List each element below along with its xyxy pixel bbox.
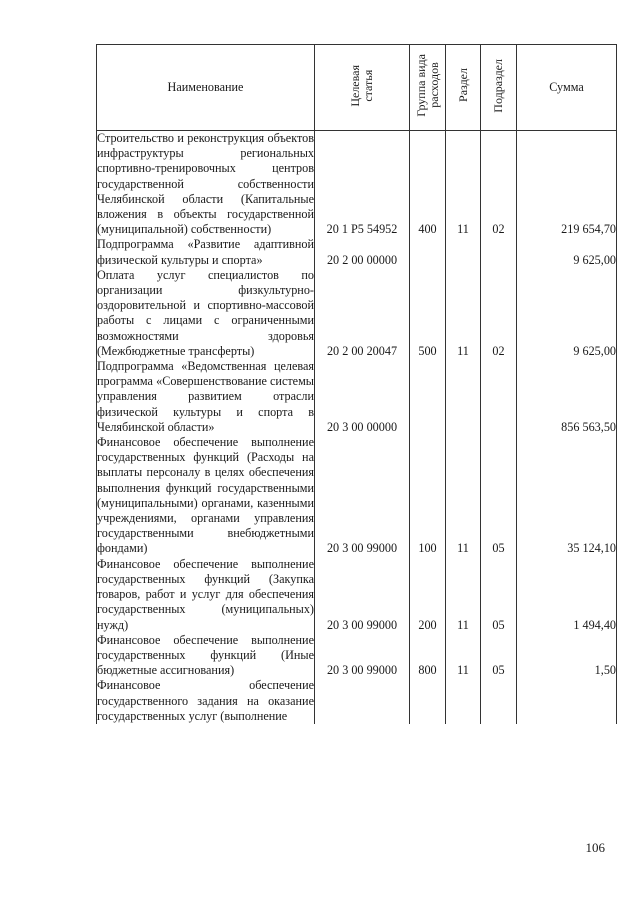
row-target: 20 3 00 99000 [315,633,410,679]
row-section: 11 [446,557,481,633]
header-group: Группа вида расходов [410,45,446,131]
row-section: 11 [446,268,481,359]
row-section: 11 [446,131,481,238]
row-section [446,237,481,267]
row-group: 800 [410,633,446,679]
row-sum: 1 494,40 [517,557,617,633]
row-subsection [481,678,517,724]
row-target: 20 2 00 20047 [315,268,410,359]
row-group: 100 [410,435,446,557]
row-target: 20 3 00 99000 [315,435,410,557]
row-sum [517,678,617,724]
row-name: Подпрограмма «Ведомственная целевая программа «Совершенствование системы управления развитием отрасли физической культуры и спорта в Челябинской области» [97,359,314,434]
table-row [97,359,617,435]
row-sum: 219 654,70 [517,131,617,238]
row-target [315,678,410,724]
row-subsection [481,237,517,267]
row-name: Финансовое обеспечение выполнение государственных функций (Расходы на выплаты персоналу в целях обеспечения выполнения функций государственными (муниципальными) органами, казенными учреждениями, органами управления государственными внебюджетными фондами) [97,435,314,556]
row-target: 20 2 00 00000 [315,237,410,267]
row-sum: 1,50 [517,633,617,679]
row-section: 11 [446,633,481,679]
table-header-row [97,45,617,131]
row-group: 200 [410,557,446,633]
row-group [410,678,446,724]
row-section: 11 [446,435,481,557]
row-target: 20 1 P5 54952 [315,131,410,238]
header-subsection: Подраздел [481,45,517,131]
row-subsection: 02 [481,131,517,238]
row-sum: 9 625,00 [517,237,617,267]
row-group [410,359,446,435]
table-row [97,633,617,679]
row-subsection: 05 [481,633,517,679]
row-name: Подпрограмма «Развитие адаптивной физической культуры и спорта» [97,237,314,267]
table-row [97,678,617,724]
row-name: Финансовое обеспечение выполнение государственных функций (Иные бюджетные ассигнования) [97,632,314,678]
row-subsection: 02 [481,268,517,359]
row-name: Строительство и реконструкция объектов инфраструктуры региональных спортивно-тренировочных центров государственной собственности Челябинской области (Капитальные вложения в объекты государственной (муниципальной) собственности) [97,131,314,237]
table-row [97,131,617,238]
row-group [410,237,446,267]
page-number: 106 [585,840,605,855]
header-sum: Сумма [517,45,617,131]
row-target: 20 3 00 00000 [315,359,410,435]
table-row [97,237,617,267]
table-row [97,435,617,557]
row-group: 400 [410,131,446,238]
row-name: Оплата услуг специалистов по организации физкультурно-оздоровительной и спортивно-массовой работы с лицами с ограниченными возможностями здоровья (Межбюджетные трансферты) [97,267,314,358]
row-target: 20 3 00 99000 [315,557,410,633]
row-sum: 35 124,10 [517,435,617,557]
row-name: Финансовое обеспечение выполнение государственных функций (Закупка товаров, работ и услуг для обеспечения государственных (муниципальных) нужд) [97,556,314,632]
header-name: Наименование [97,45,315,131]
row-subsection: 05 [481,557,517,633]
header-target: Целевая статья [315,45,410,131]
table-row [97,268,617,359]
row-subsection [481,359,517,435]
row-subsection: 05 [481,435,517,557]
row-section [446,678,481,724]
row-sum: 9 625,00 [517,268,617,359]
header-section: Раздел [446,45,481,131]
row-name: Финансовое обеспечение государственного задания на оказание государственных услуг (выполнение [97,678,314,723]
row-sum: 856 563,50 [517,359,617,435]
budget-table [96,44,617,724]
table-row [97,557,617,633]
row-group: 500 [410,268,446,359]
row-section [446,359,481,435]
